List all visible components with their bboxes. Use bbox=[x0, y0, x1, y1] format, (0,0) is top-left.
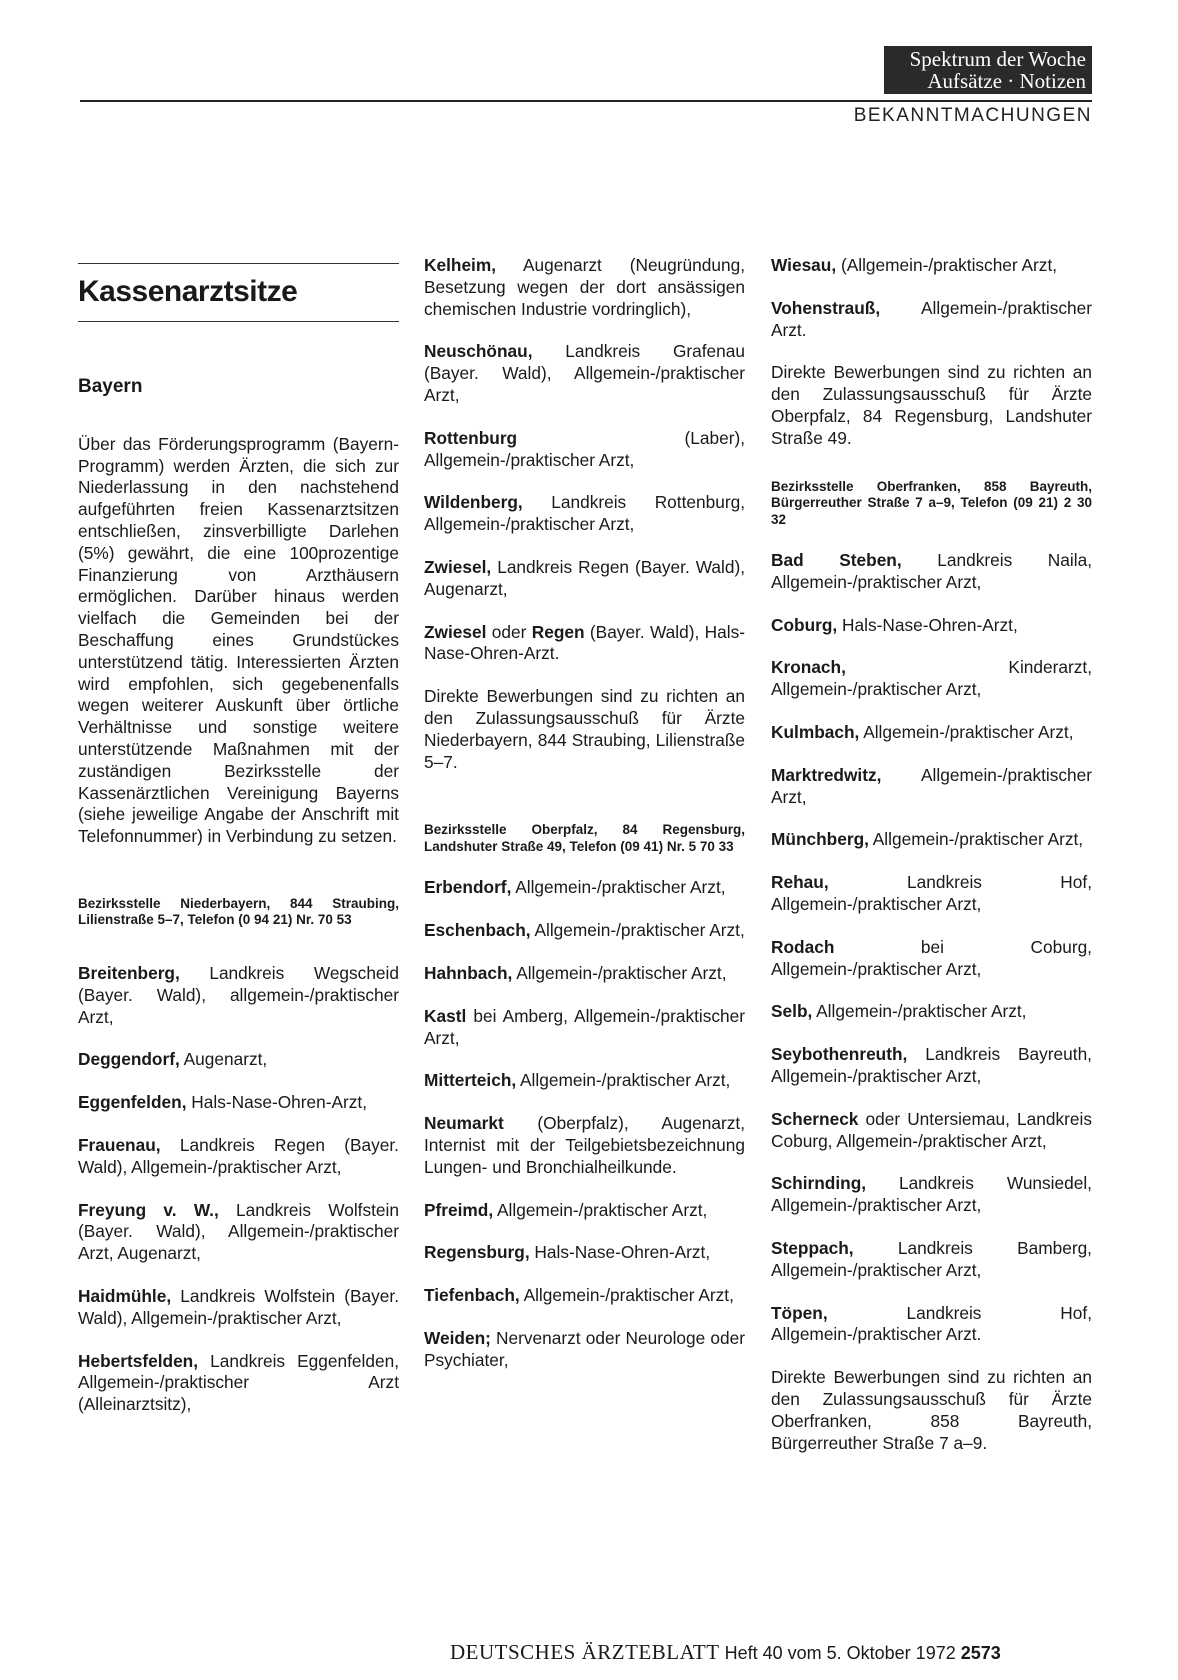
list-item: Hahnbach, Allgemein-/praktischer Arzt, bbox=[424, 962, 727, 983]
office-niederbayern: Bezirksstelle Niederbayern, 844 Straubing, Lilienstraße 5–7, Telefon (0 94 21) Nr. 70 53 bbox=[78, 895, 399, 928]
column-2 bbox=[424, 255, 745, 1393]
office-oberfranken: Bezirksstelle Oberfranken, 858 Bayreuth, Bürgerreuther Straße 7 a–9, Telefon (09 21) 2 30 32 bbox=[771, 478, 1092, 527]
apply-niederbayern: Direkte Bewerbungen sind zu richten an den Zulassungsausschuß für Ärzte Niederbayern, 844 Straubing, Lilienstraße 5–7. bbox=[424, 686, 745, 772]
list-item: Vohenstrauß, Allgemein-/praktischer Arzt. bbox=[771, 297, 1092, 340]
badge-line-2: Aufsätze · Notizen bbox=[927, 69, 1086, 93]
list-item: Eschenbach, Allgemein-/praktischer Arzt, bbox=[424, 920, 745, 941]
list-item: Zwiesel, Landkreis Regen (Bayer. Wald), Augenarzt, bbox=[424, 556, 745, 599]
list-item: Freyung v. W., Landkreis Wolfstein (Bayer. Wald), Allgemein-/praktischer Arzt, Augenarzt, bbox=[78, 1199, 399, 1264]
list-item: Rodach bei Coburg, Allgemein-/praktischer Arzt, bbox=[771, 936, 1092, 979]
title-block bbox=[78, 263, 399, 322]
header-rule bbox=[80, 100, 1092, 102]
list-item: Bad Steben, Landkreis Naila, Allgemein-/praktischer Arzt, bbox=[771, 550, 1092, 592]
list-item: Münchberg, Allgemein-/praktischer Arzt, bbox=[771, 829, 1084, 850]
column-1 bbox=[78, 255, 399, 1437]
apply-oberpfalz: Direkte Bewerbungen sind zu richten an den Zulassungsausschuß für Ärzte Oberpfalz, 84 Regensburg, Landshuter Straße 49. bbox=[771, 362, 1092, 448]
list-item: Wiesau, (Allgemein-/praktischer Arzt, bbox=[771, 255, 1058, 275]
list-item: Eggenfelden, Hals-Nase-Ohren-Arzt, bbox=[78, 1092, 368, 1113]
list-item: Kulmbach, Allgemein-/praktischer Arzt, bbox=[771, 722, 1074, 743]
section-badge bbox=[884, 46, 1092, 94]
journal-name: DEUTSCHES ÄRZTEBLATT bbox=[450, 1640, 720, 1664]
list-item: Kastl bei Amberg, Allgemein-/praktischer Arzt, bbox=[424, 1005, 745, 1048]
list-item: Pfreimd, Allgemein-/praktischer Arzt, bbox=[424, 1199, 708, 1220]
list-item: Schirnding, Landkreis Wunsiedel, Allgemein-/praktischer Arzt, bbox=[771, 1173, 1092, 1216]
list-item: Rottenburg (Laber), Allgemein-/praktischer Arzt, bbox=[424, 427, 745, 470]
list-item: Seybothenreuth, Landkreis Bayreuth, Allgemein-/praktischer Arzt, bbox=[771, 1044, 1092, 1087]
list-item: Marktredwitz, Allgemein-/praktischer Arzt, bbox=[771, 764, 1092, 807]
apply-oberfranken: Direkte Bewerbungen sind zu richten an den Zulassungsausschuß für Ärzte Oberfranken, 858 Bayreuth, Bürgerreuther Straße 7 a–9. bbox=[771, 1367, 1092, 1453]
list-item: Breitenberg, Landkreis Wegscheid (Bayer. Wald), allgemein-/praktischer Arzt, bbox=[78, 962, 399, 1027]
issue-info: Heft 40 vom 5. Oktober 1972 bbox=[724, 1643, 956, 1663]
list-item: Kronach, Kinderarzt, Allgemein-/praktischer Arzt, bbox=[771, 657, 1092, 700]
page-number: 2573 bbox=[960, 1643, 1001, 1663]
section-label: BEKANNTMACHUNGEN bbox=[853, 105, 1092, 126]
intro-paragraph: Über das Förderungsprogramm (Bayern-Programm) werden Ärzten, die sich zur Niederlassung in den nachstehend aufgeführten freien Kassenarztsitzen entschließen, zinsverbilligte Darlehen (5%) gewährt, die eine 100prozentige Finanzierung von Arzthäusern ermöglichen. Darüber hinaus werden vielfach die Gemeinden bei der Beschaffung eines Grundstückes unterstützend tätig. Interessierten Ärzten wird empfohlen, sich gegebenenfalls wegen weiterer Auskunft über örtliche Verhältnisse und sonstige weitere unterstützende Maßnahmen mit der zuständigen Bezirksstelle der Kassenärztlichen Vereinigung Bayerns (siehe jeweilige Angabe der Anschrift mit Telefonnummer) in Verbindung zu setzen. bbox=[78, 433, 399, 847]
list-item: Scherneck oder Untersiemau, Landkreis Coburg, Allgemein-/praktischer Arzt, bbox=[771, 1108, 1092, 1151]
list-item: Tiefenbach, Allgemein-/praktischer Arzt, bbox=[424, 1285, 734, 1306]
list-item: Wildenberg, Landkreis Rottenburg, Allgemein-/praktischer Arzt, bbox=[424, 492, 745, 535]
list-item: Neuschönau, Landkreis Grafenau (Bayer. Wald), Allgemein-/praktischer Arzt, bbox=[424, 341, 745, 405]
list-item: Weiden; Nervenarzt oder Neurologe oder Psychiater, bbox=[424, 1327, 745, 1370]
list-item: Zwiesel oder Regen (Bayer. Wald), Hals-Nase-Ohren-Arzt. bbox=[424, 621, 745, 664]
list-item: Coburg, Hals-Nase-Ohren-Arzt, bbox=[771, 614, 1018, 635]
office-oberpfalz: Bezirksstelle Oberpfalz, 84 Regensburg, Landshuter Straße 49, Telefon (09 41) Nr. 5 70 33 bbox=[424, 822, 745, 854]
list-item: Erbendorf, Allgemein-/praktischer Arzt, bbox=[424, 877, 726, 898]
list-item: Steppach, Landkreis Bamberg, Allgemein-/praktischer Arzt, bbox=[771, 1238, 1092, 1280]
list-item: Kelheim, Augenarzt (Neugründung, Besetzung wegen der dort ansässigen chemischen Industrie vordringlich), bbox=[424, 255, 745, 319]
article-title: Kassenarztsitze bbox=[78, 275, 298, 308]
list-item: Haidmühle, Landkreis Wolfstein (Bayer. Wald), Allgemein-/praktischer Arzt, bbox=[78, 1285, 399, 1328]
list-item: Töpen, Landkreis Hof, Allgemein-/praktischer Arzt. bbox=[771, 1302, 1092, 1345]
list-item: Regensburg, Hals-Nase-Ohren-Arzt, bbox=[424, 1242, 711, 1263]
list-item: Selb, Allgemein-/praktischer Arzt, bbox=[771, 1001, 1027, 1022]
badge-line-1: Spektrum der Woche bbox=[909, 47, 1086, 71]
region-heading: Bayern bbox=[78, 376, 143, 397]
list-item: Deggendorf, Augenarzt, bbox=[78, 1049, 268, 1070]
list-item: Hebertsfelden, Landkreis Eggenfelden, Allgemein-/praktischer Arzt (Alleinarztsitz), bbox=[78, 1350, 399, 1415]
list-item: Mitterteich, Allgemein-/praktischer Arzt, bbox=[424, 1070, 731, 1091]
list-item: Rehau, Landkreis Hof, Allgemein-/praktischer Arzt, bbox=[771, 872, 1092, 915]
list-item: Frauenau, Landkreis Regen (Bayer. Wald), Allgemein-/praktischer Arzt, bbox=[78, 1134, 399, 1177]
column-3 bbox=[771, 255, 1092, 1475]
page-footer bbox=[450, 1640, 1001, 1665]
list-item: Neumarkt (Oberpfalz), Augenarzt, Internist mit der Teilgebietsbezeichnung Lungen- und Bronchialheilkunde. bbox=[424, 1113, 745, 1177]
